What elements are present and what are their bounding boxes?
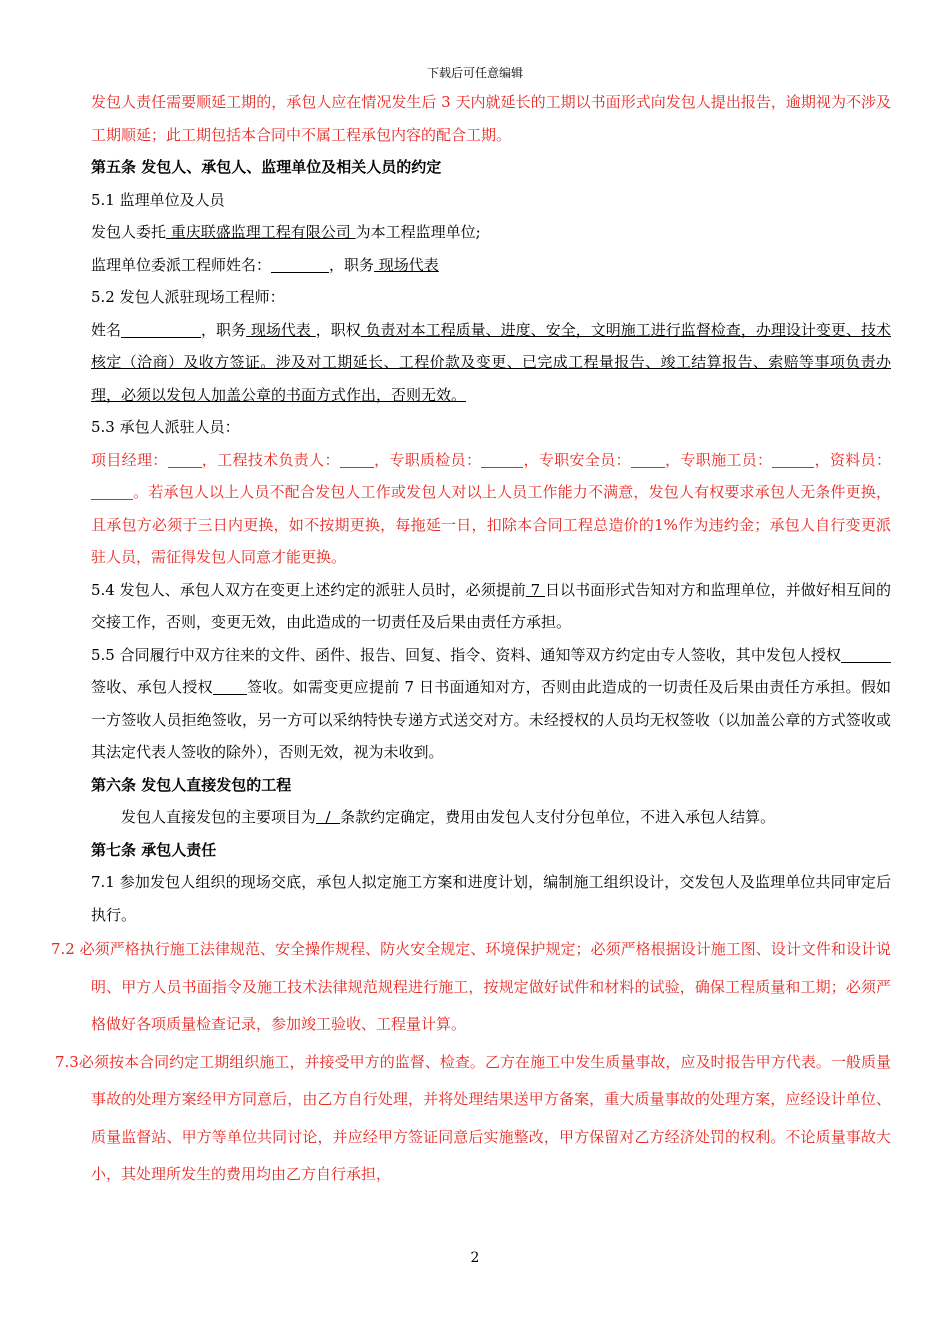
page-number: 2 (470, 1250, 480, 1266)
document-body (51, 86, 891, 1194)
section-7-1: 7.1 参加发包人组织的现场交底，承包人拟定施工方案和进度计划，编制施工组织设计，交发包人及监理单位共同审定后执行。 (91, 873, 891, 924)
engineer-name-blank (271, 256, 329, 273)
page-header: 下载后可任意编辑 (426, 66, 523, 80)
notice-days: 7 (525, 580, 546, 599)
section-7-3: 7.3必须按本合同约定工期组织施工，并接受甲方的监督、检查。乙方在施工中发生质量事故，应及时报告甲方代表。一般质量事故的处理方案经甲方同意后，由乙方自行处理，并将处理结果送甲方备案，重大质量事故的处理方案，应经设计单位、质量监督站、甲方等单位共同讨论，并应经甲方签证同意后实施整改，甲方保留对乙方经济处罚的权利。不论质量事故大小，其处理所发生的费用均由乙方自行承担， (55, 1052, 891, 1183)
site-engineer-name-blank (121, 321, 201, 338)
article-6-body: 发包人直接发包的主要项目为 / 条款约定确定，费用由发包人支付分包单位，不进入承包人结算。 (121, 808, 776, 826)
article-6-title: 第六条 发包人直接发包的工程 (91, 775, 292, 794)
paragraph-duration-extension: 发包人责任需要顺延工期的，承包人应在情况发生后 3 天内就延长的工期以书面形式向发包人提出报告，逾期视为不涉及工期顺延；此工期包括本合同中不属工程承包内容的配合工期。 (91, 93, 891, 144)
section-5-1-heading: 5.1 监理单位及人员 (91, 190, 225, 209)
section-7-2: 7.2 必须严格执行施工法律规范、安全操作规程、防火安全规定、环境保护规定；必须严格根据设计施工图、设计文件和设计说明、甲方人员书面指令及施工技术法律规范规程进行施工，按规定做好试件和材料的试验，确保工程质量和工期；必须严格做好各项质量检查记录，参加竣工验收、工程量计算。 (51, 940, 891, 1033)
article-7-title: 第七条 承包人责任 (91, 840, 217, 859)
section-5-3-heading: 5.3 承包人派驻人员： (91, 418, 240, 436)
section-5-1-line2: 监理单位委派工程师姓名： ，职务 现场代表 (91, 255, 439, 274)
engineer-position: 现场代表 (374, 255, 439, 274)
direct-contract-blank: / (316, 808, 341, 826)
section-5-5: 5.5 合同履行中双方往来的文件、函件、报告、回复、指令、资料、通知等双方约定由专人签收，其中发包人授权签收、承包人授权 签收。如需变更应提前 7 日书面通知对方，否则由此造成的一切责任及后果由责任方承担。假如一方签收人员拒绝签收，另一方可以采纳特快专递方式送交对方。未经授权的人员均无权签收（以加盖公章的方式签收或其法定代表人签收的除外），否则无效，视为未收到。 (91, 645, 891, 761)
section-5-4: 5.4 发包人、承包人双方在变更上述约定的派驻人员时，必须提前 7 日以书面形式告知对方和监理单位，并做好相互间的交接工作，否则，变更无效，由此造成的一切责任及后果由责任方承担。 (91, 580, 891, 631)
authority-text: 负责对本工程质量、进度、安全，文明施工进行监督检查，办理设计变更、技术核定（洽商）及收方签证。涉及对工期延长、工程价款及变更、已完成工程量报告、竣工结算报告、索赔等事项负责办理，必须以发包人加盖公章的书面方式作出，否则无效。 (91, 320, 891, 404)
article-5-title: 第五条 发包人、承包人、监理单位及相关人员的约定 (91, 158, 442, 176)
supervision-company: 重庆联盛监理工程有限公司 (166, 223, 356, 241)
section-5-1-line1: 发包人委托 重庆联盛监理工程有限公司 为本工程监理单位; (91, 223, 481, 241)
section-5-2-heading: 5.2 发包人派驻现场工程师： (91, 288, 285, 306)
section-5-2-body: 姓名 ，职务 现场代表 ，职权 负责对本工程质量、进度、安全，文明施工进行监督检查，办理设计变更、技术核定（洽商）及收方签证。涉及对工期延长、工程价款及变更、已完成工程量报告、竣工结算报告、索赔等事项负责办理，必须以发包人加盖公章的书面方式作出，否则无效。 (91, 320, 891, 404)
section-5-3-body: 项目经理： ，工程技术负责人： ，专职质检员： ，专职安全员： ，专职施工员： ，资料员：。若承包人以上人员不配合发包人工作或发包人对以上人员工作能力不满意，发包人有权要求承包人无条件更换，且承包方必须于三日内更换，如不按期更换，每拖延一日，扣除本合同工程总造价的1%作为违约金；承包人自行变更派驻人员，需征得发包人同意才能更换。 (91, 450, 891, 566)
